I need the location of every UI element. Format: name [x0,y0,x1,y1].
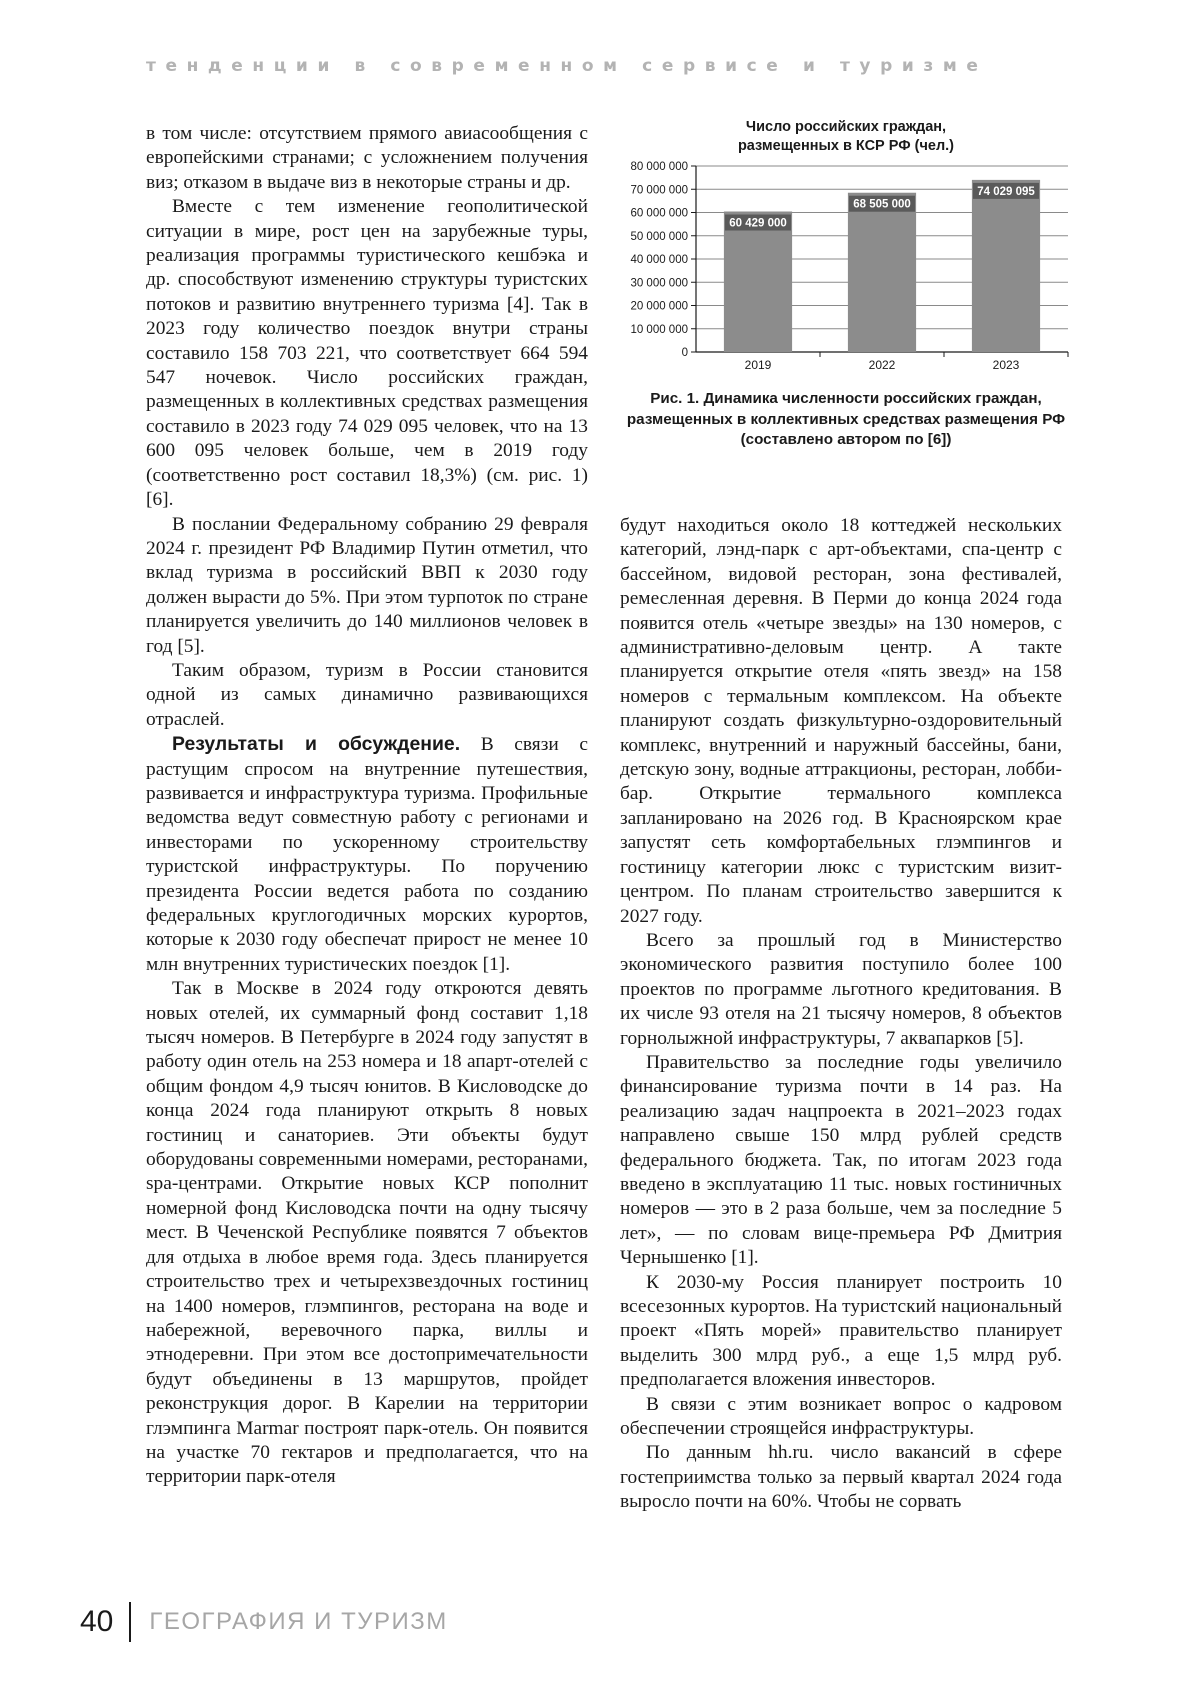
paragraph: Всего за прошлый год в Министерство экономического развития поступило более 100 проектов по программе льготного кредитования. В их числе 93 отеля на 21 тысячу номеров, 8 объектов горнолыжной инфраструктуры, 7 аквапарков [5]. [620,929,1062,1049]
right-text-column [620,514,1062,1515]
paragraph: В связи с этим возникает вопрос о кадровом обеспечении строящейся инфраструктуры. [620,1393,1062,1440]
running-head: тенденции в современном сервисе и туризме [146,56,988,76]
y-tick-label: 70 000 000 [630,184,688,197]
section-heading-inline: Результаты и обсуждение. [172,733,461,756]
y-tick-label: 60 000 000 [630,207,688,220]
paragraph: Таким образом, туризм в России становится одной из самых динамично развивающихся отраслей. [146,659,588,730]
paragraph: будут находиться около 18 коттеджей нескольких категорий, лэнд-парк с арт-объектами, спа-центр с бассейном, видовой ресторан, зона фестивалей, ремесленная деревня. В Перми до конца 2024 года появится отель «четыре звезды» на 130 номеров, с административно-деловым центр. А такте планируется открытие отеля «пять звезд» на 158 номеров с термальным комплексом. На объекте планируют создать физкультурно-оздоровительный комплекс, внутренний и наружный бассейны, бани, детскую зону, водные аттракционы, ресторан, лобби-бар. Открытие термального комплекса запланировано на 2026 год. В Красноярском крае запустят сеть комфортабельных глэмпингов и гостиницу категории люкс с туристским визит-центром. По планам строительство завершится к 2027 году. [620,515,1062,927]
paragraph-text: В связи с растущим спросом на внутренние путешествия, развивается и инфраструктура туризма. Профильные ведомства ведут совместную работу с регионами и инвесторами по ускоренному строительству туристской инфраструктуры. По поручению президента России ведется работа по созданию федеральных круглогодичных морских курортов, которые к 2030 году обеспечат прирост не менее 10 млн внутренних туристических поездок [1]. [146,734,589,975]
bar-chart [620,156,1072,378]
paragraph: Так в Москве в 2024 году откроются девять новых отелей, их суммарный фонд составит 1,18 тысяч номеров. В Петербурге в 2024 году запустят в работу один отель на 253 номера и 18 апарт-отелей с общим фондом 4,9 тысяч юнитов. В Кисловодске до конца 2024 года планируют открыть 8 новых гостиниц и санаториев. Эти объекты будут оборудованы современными номерами, ресторанами, spa-центрами. Открытие новых КСР пополнит номерной фонд Кисловодска почти на одну тысячу мест. В Чеченской Республике появятся 7 объектов для отдыха в любое время года. Здесь планируется строительство трех и четырехзвездочных гостиниц на 1400 номеров, глэмпингов, ресторана на воде и набережной, веревочного парка, виллы и этнодеревни. При этом все достопримечательности будут объединены в 13 маршрутов, пройдет реконструкция дорог. В Карелии на территории глэмпинга Marmar построят парк-отель. Он появится на участке 70 гектаров и предполагается, что на территории парк-отеля [146,978,588,1488]
figure-1 [620,118,1072,451]
paragraph: В послании Федеральному собранию 29 февраля 2024 г. президент РФ Владимир Путин отметил, что вклад туризма в российский ВВП к 2030 году должен вырасти до 5%. При этом турпоток по стране планируется увеличить до 140 миллионов человек в год [5]. [146,513,588,657]
page-footer [80,1600,448,1644]
chart-title-line: Число российских граждан, [745,119,947,135]
bar-2019 [724,212,792,352]
y-tick-label: 80 000 000 [630,161,688,173]
paragraph: К 2030-му Россия планирует построить 10 всесезонных курортов. На туристский национальный проект «Пять морей» правительство планирует выделить 300 млрд руб., а еще 1,5 млрд руб. предполагается вложения инвесторов. [620,1271,1062,1391]
data-label: 68 505 000 [853,198,911,211]
paragraph: По данным hh.ru. число вакансий в сфере гостеприимства только за первый квартал 2024 года выросло почти на 60%. Чтобы не сорвать [620,1442,1062,1513]
page-number: 40 [80,1605,114,1638]
y-tick-label: 20 000 000 [630,300,688,313]
y-tick-label: 0 [681,347,688,359]
figure-caption: Рис. 1. Динамика численности российских граждан, размещенных в коллективных средствах размещения РФ (составлено автором по [6]) [626,390,1066,448]
y-tick-label: 50 000 000 [630,230,688,243]
paragraph [146,732,588,977]
paragraph: в том числе: отсутствием прямого авиасообщения с европейскими странами; с усложнением получения виз; отказом в выдаче виз в некоторые страны и др. [146,123,588,193]
x-tick-label: 2022 [868,358,896,372]
paragraph: Вместе с тем изменение геополитической ситуации в мире, рост цен на зарубежные туры, реализация программы туристического кешбэка и др. способствуют изменению структуры туристских потоков и развитию внутреннего туризма [4]. Так в 2023 году количество поездок внутри страны составило 158 703 221, что соответствует 664 594 547 ночевок. Число российских граждан, размещенных в коллективных средствах размещения составило в 2023 году 74 029 095 человек, что на 13 600 095 человек больше, чем в 2019 году (соответственно рост составил 18,3%) (см. рис. 1) [6]. [146,196,588,511]
data-label: 74 029 095 [977,185,1035,198]
data-label: 60 429 000 [729,217,787,230]
y-tick-label: 30 000 000 [630,277,688,290]
bar-2023 [972,180,1040,352]
footer-divider [129,1602,131,1642]
journal-title: ГЕОГРАФИЯ И ТУРИЗМ [149,1608,448,1635]
bar-2022 [848,193,916,352]
paragraph: Правительство за последние годы увеличило финансирование туризма почти в 14 раз. На реализацию задач нацпроекта в 2021–2023 годах направлено свыше 150 млрд рублей средств федерального бюджета. Так, по итогам 2023 года введено в эксплуатацию 11 тыс. новых гостиничных номеров — это в 2 раза больше, чем за последние 5 лет», — по словам вице-премьера РФ Дмитрия Чернышенко [1]. [620,1051,1062,1269]
x-tick-label: 2023 [992,358,1020,372]
chart-title [620,118,1072,156]
x-tick-label: 2019 [744,358,772,372]
chart-title-line: размещенных в КСР РФ (чел.) [737,138,955,154]
left-text-column [146,122,588,1490]
y-tick-label: 10 000 000 [630,323,688,336]
y-tick-label: 40 000 000 [630,254,688,266]
